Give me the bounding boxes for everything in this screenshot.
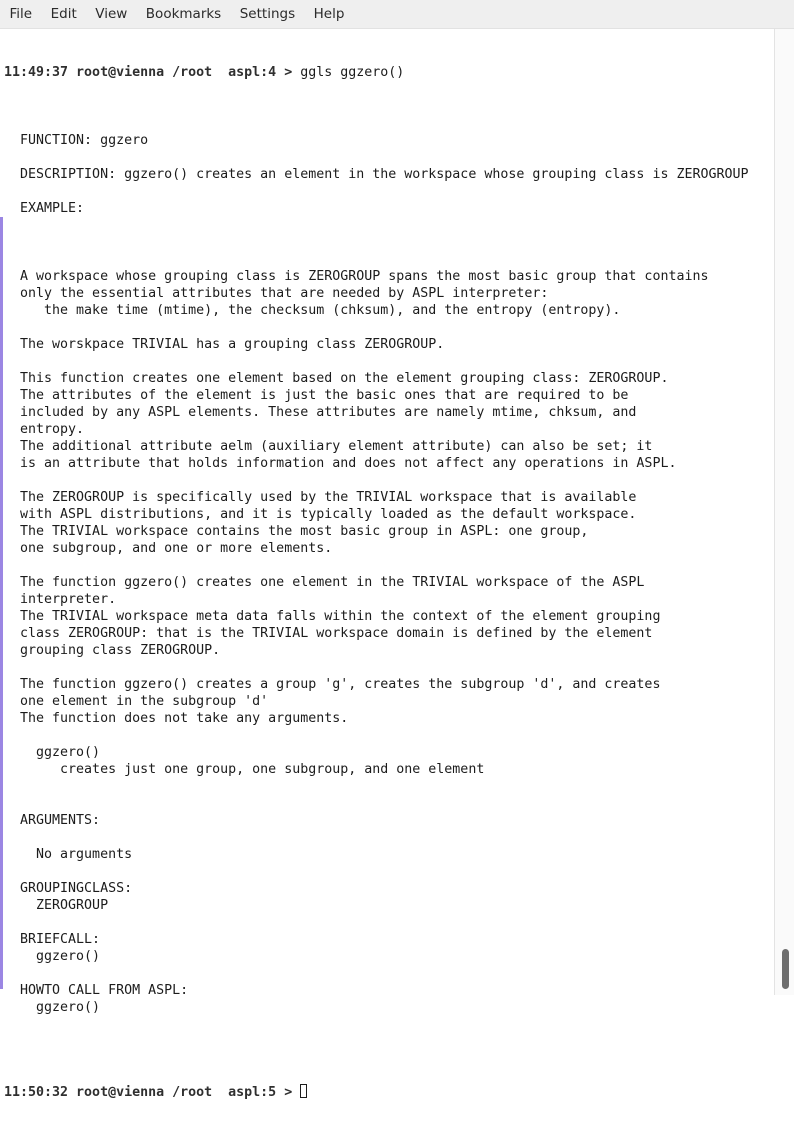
- output-block-marker: [0, 217, 3, 967]
- output-line: [4, 115, 749, 132]
- output-line: The worskpace TRIVIAL has a grouping class ZEROGROUP.: [4, 337, 445, 352]
- output-line: No arguments: [4, 847, 133, 862]
- output-line: the make time (mtime), the checksum (chksum), and the entropy (entropy).: [4, 303, 621, 318]
- output-line: [4, 183, 749, 200]
- output-line: ggzero(): [4, 1000, 101, 1015]
- output-line: The TRIVIAL workspace meta data falls within the context of the element grouping: [4, 609, 661, 624]
- prompt-2: 11:50:32 root@vienna /root aspl:5 >: [4, 1085, 293, 1100]
- output-line: [4, 659, 749, 676]
- prompt-1: 11:49:37 root@vienna /root aspl:4 >: [4, 65, 293, 80]
- prompt-line-2: [4, 1084, 749, 1101]
- vertical-scrollbar[interactable]: [774, 29, 794, 995]
- output-line: ggzero(): [4, 745, 101, 760]
- prompt-marker: [0, 963, 3, 989]
- output-line: The TRIVIAL workspace contains the most basic group in ASPL: one group,: [4, 524, 589, 539]
- menu-settings[interactable]: Settings: [239, 6, 296, 22]
- output-line: BRIEFCALL:: [4, 932, 101, 947]
- menu-bookmarks[interactable]: Bookmarks: [145, 6, 222, 22]
- output-line: with ASPL distributions, and it is typically loaded as the default workspace.: [4, 507, 637, 522]
- output-line: The function ggzero() creates a group 'g', creates the subgroup 'd', and creates: [4, 677, 661, 692]
- output-line: [4, 727, 749, 744]
- output-line: [4, 1016, 749, 1033]
- output-line: The function does not take any arguments.: [4, 711, 349, 726]
- menu-bar: [0, 0, 794, 29]
- command-1: ggls ggzero(): [300, 65, 405, 80]
- output-line: ZEROGROUP: [4, 898, 109, 913]
- output-line: HOWTO CALL FROM ASPL:: [4, 983, 189, 998]
- output-line: [4, 234, 749, 251]
- output-line: [4, 965, 749, 982]
- output-line: [4, 863, 749, 880]
- output-line: The additional attribute aelm (auxiliary element attribute) can also be set; it: [4, 439, 653, 454]
- terminal-output[interactable]: [0, 29, 774, 1100]
- output-line: A workspace whose grouping class is ZEROGROUP spans the most basic group that contains: [4, 269, 709, 284]
- menu-view[interactable]: View: [95, 6, 128, 22]
- output-line: GROUPINGCLASS:: [4, 881, 133, 896]
- output-line: [4, 829, 749, 846]
- output-line: ARGUMENTS:: [4, 813, 101, 828]
- output-line: ggzero(): [4, 949, 101, 964]
- output-line: DESCRIPTION: ggzero() creates an element in the workspace whose grouping class is ZEROGROUP: [4, 167, 749, 182]
- output-line: EXAMPLE:: [4, 201, 85, 216]
- output-line: included by any ASPL elements. These attributes are namely mtime, chksum, and: [4, 405, 637, 420]
- menu-help[interactable]: Help: [313, 6, 345, 22]
- output-line: The function ggzero() creates one element in the TRIVIAL workspace of the ASPL: [4, 575, 645, 590]
- menu-file[interactable]: File: [9, 6, 33, 22]
- output-line: [4, 795, 749, 812]
- output-line: [4, 319, 749, 336]
- prompt-line-1: [4, 64, 749, 81]
- output-line: [4, 914, 749, 931]
- text-cursor: [300, 1084, 307, 1098]
- output-line: [4, 472, 749, 489]
- output-line: FUNCTION: ggzero: [4, 133, 149, 148]
- output-line: [4, 217, 749, 234]
- output-line: [4, 149, 749, 166]
- output-line: [4, 353, 749, 370]
- output-line: grouping class ZEROGROUP.: [4, 643, 221, 658]
- command-output: [4, 115, 749, 1050]
- terminal-lines: [4, 30, 749, 1135]
- output-line: The attributes of the element is just the basic ones that are required to be: [4, 388, 629, 403]
- output-line: class ZEROGROUP: that is the TRIVIAL workspace domain is defined by the element: [4, 626, 653, 641]
- output-line: [4, 1033, 749, 1050]
- output-line: one subgroup, and one or more elements.: [4, 541, 333, 556]
- output-line: interpreter.: [4, 592, 117, 607]
- output-line: [4, 557, 749, 574]
- output-line: creates just one group, one subgroup, and one element: [4, 762, 485, 777]
- output-line: entropy.: [4, 422, 85, 437]
- menu-edit[interactable]: Edit: [50, 6, 77, 22]
- output-line: [4, 778, 749, 795]
- output-line: This function creates one element based on the element grouping class: ZEROGROUP.: [4, 371, 669, 386]
- output-line: The ZEROGROUP is specifically used by the TRIVIAL workspace that is available: [4, 490, 637, 505]
- output-line: one element in the subgroup 'd': [4, 694, 269, 709]
- output-line: [4, 251, 749, 268]
- output-line: only the essential attributes that are needed by ASPL interpreter:: [4, 286, 549, 301]
- output-line: is an attribute that holds information and does not affect any operations in ASPL.: [4, 456, 677, 471]
- scrollbar-thumb[interactable]: [782, 949, 789, 989]
